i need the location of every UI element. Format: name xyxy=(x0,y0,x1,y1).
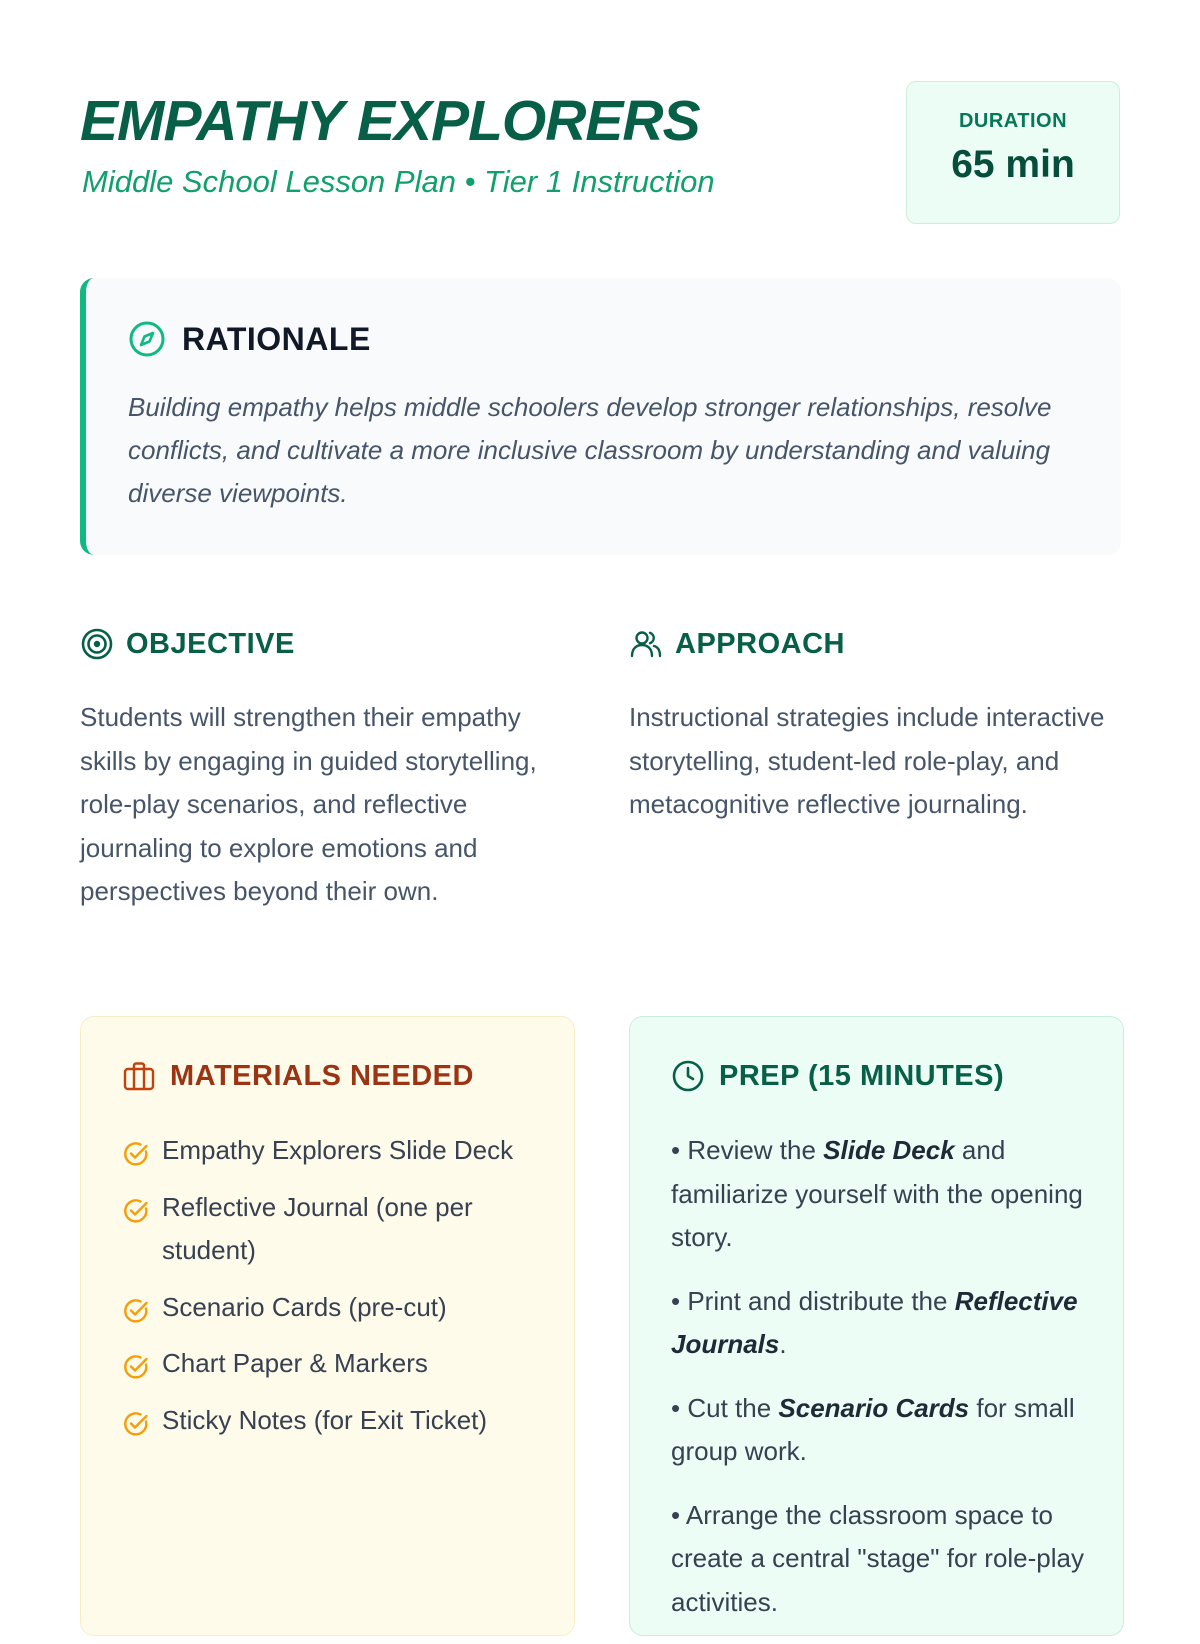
list-item xyxy=(671,1280,1091,1367)
prep-text: and familiarize yourself with the opening story. xyxy=(671,1135,1083,1252)
rationale-text: Building empathy helps middle schoolers develop stronger relationships, resolve conflicts, and cultivate a more inclusive classroom by understanding and valuing diverse viewpoints. xyxy=(128,392,1052,508)
materials-list xyxy=(122,1129,542,1455)
prep-emphasis: Scenario Cards xyxy=(778,1392,970,1423)
prep-text: . xyxy=(779,1329,787,1359)
list-item xyxy=(122,1186,542,1273)
prep-text: • Cut the xyxy=(671,1392,779,1423)
list-item xyxy=(671,1494,1091,1625)
duration-value: 65 min xyxy=(951,143,1075,186)
prep-title: PREP (15 MINUTES) xyxy=(719,1059,1005,1092)
objective-header xyxy=(80,622,575,666)
approach-header xyxy=(629,622,1124,666)
materials-header xyxy=(122,1059,474,1093)
objective-section xyxy=(80,622,575,914)
materials-card xyxy=(80,1016,575,1636)
list-item xyxy=(122,1399,542,1443)
duration-badge xyxy=(906,81,1120,224)
approach-title: APPROACH xyxy=(675,627,845,660)
material-label: Sticky Notes (for Exit Ticket) xyxy=(162,1404,488,1435)
list-item xyxy=(671,1129,1091,1260)
objective-title: OBJECTIVE xyxy=(126,627,295,660)
list-item xyxy=(122,1129,542,1173)
rationale-title: RATIONALE xyxy=(182,320,371,357)
material-label: Reflective Journal (one per student) xyxy=(162,1191,473,1265)
clock-icon xyxy=(671,1059,705,1093)
prep-text: for small group work. xyxy=(671,1392,1075,1466)
rationale-section xyxy=(80,278,1121,555)
material-label: Scenario Cards (pre-cut) xyxy=(162,1291,447,1322)
target-icon xyxy=(80,627,114,661)
prep-emphasis: Slide Deck xyxy=(823,1135,955,1165)
rationale-header xyxy=(128,320,371,358)
material-label: Chart Paper & Markers xyxy=(162,1348,428,1378)
check-circle-icon xyxy=(122,1138,150,1166)
duration-label: DURATION xyxy=(958,110,1068,132)
check-circle-icon xyxy=(122,1351,150,1379)
check-circle-icon xyxy=(122,1195,150,1223)
lesson-header xyxy=(80,80,1120,225)
materials-title: MATERIALS NEEDED xyxy=(170,1059,474,1092)
check-circle-icon xyxy=(122,1295,150,1323)
prep-list xyxy=(671,1129,1091,1644)
prep-text: • Print and distribute the xyxy=(671,1285,955,1316)
material-label: Empathy Explorers Slide Deck xyxy=(162,1135,514,1165)
prep-text: • Review the xyxy=(671,1135,824,1165)
users-icon xyxy=(629,627,663,661)
list-item xyxy=(122,1342,542,1386)
compass-icon xyxy=(128,320,166,358)
objective-text: Students will strengthen their empathy skills by engaging in guided storytelling, role-play scenarios, and reflective journaling to explore emotions and perspectives beyond their own. xyxy=(80,702,537,906)
briefcase-icon xyxy=(122,1059,156,1093)
page-subtitle: Middle School Lesson Plan • Tier 1 Instruction xyxy=(82,164,715,199)
prep-card xyxy=(629,1016,1124,1636)
check-circle-icon xyxy=(122,1408,150,1436)
approach-text: Instructional strategies include interactive storytelling, student-led role-play, and metacognitive reflective journaling. xyxy=(629,702,1105,819)
list-item xyxy=(671,1387,1091,1474)
prep-emphasis: Reflective Journals xyxy=(671,1285,1078,1359)
page-title: EMPATHY EXPLORERS xyxy=(80,89,700,153)
approach-section xyxy=(629,622,1124,827)
prep-header xyxy=(671,1059,1004,1093)
prep-text: • Arrange the classroom space to create a central "stage" for role-play activities. xyxy=(671,1499,1084,1617)
list-item xyxy=(122,1286,542,1330)
